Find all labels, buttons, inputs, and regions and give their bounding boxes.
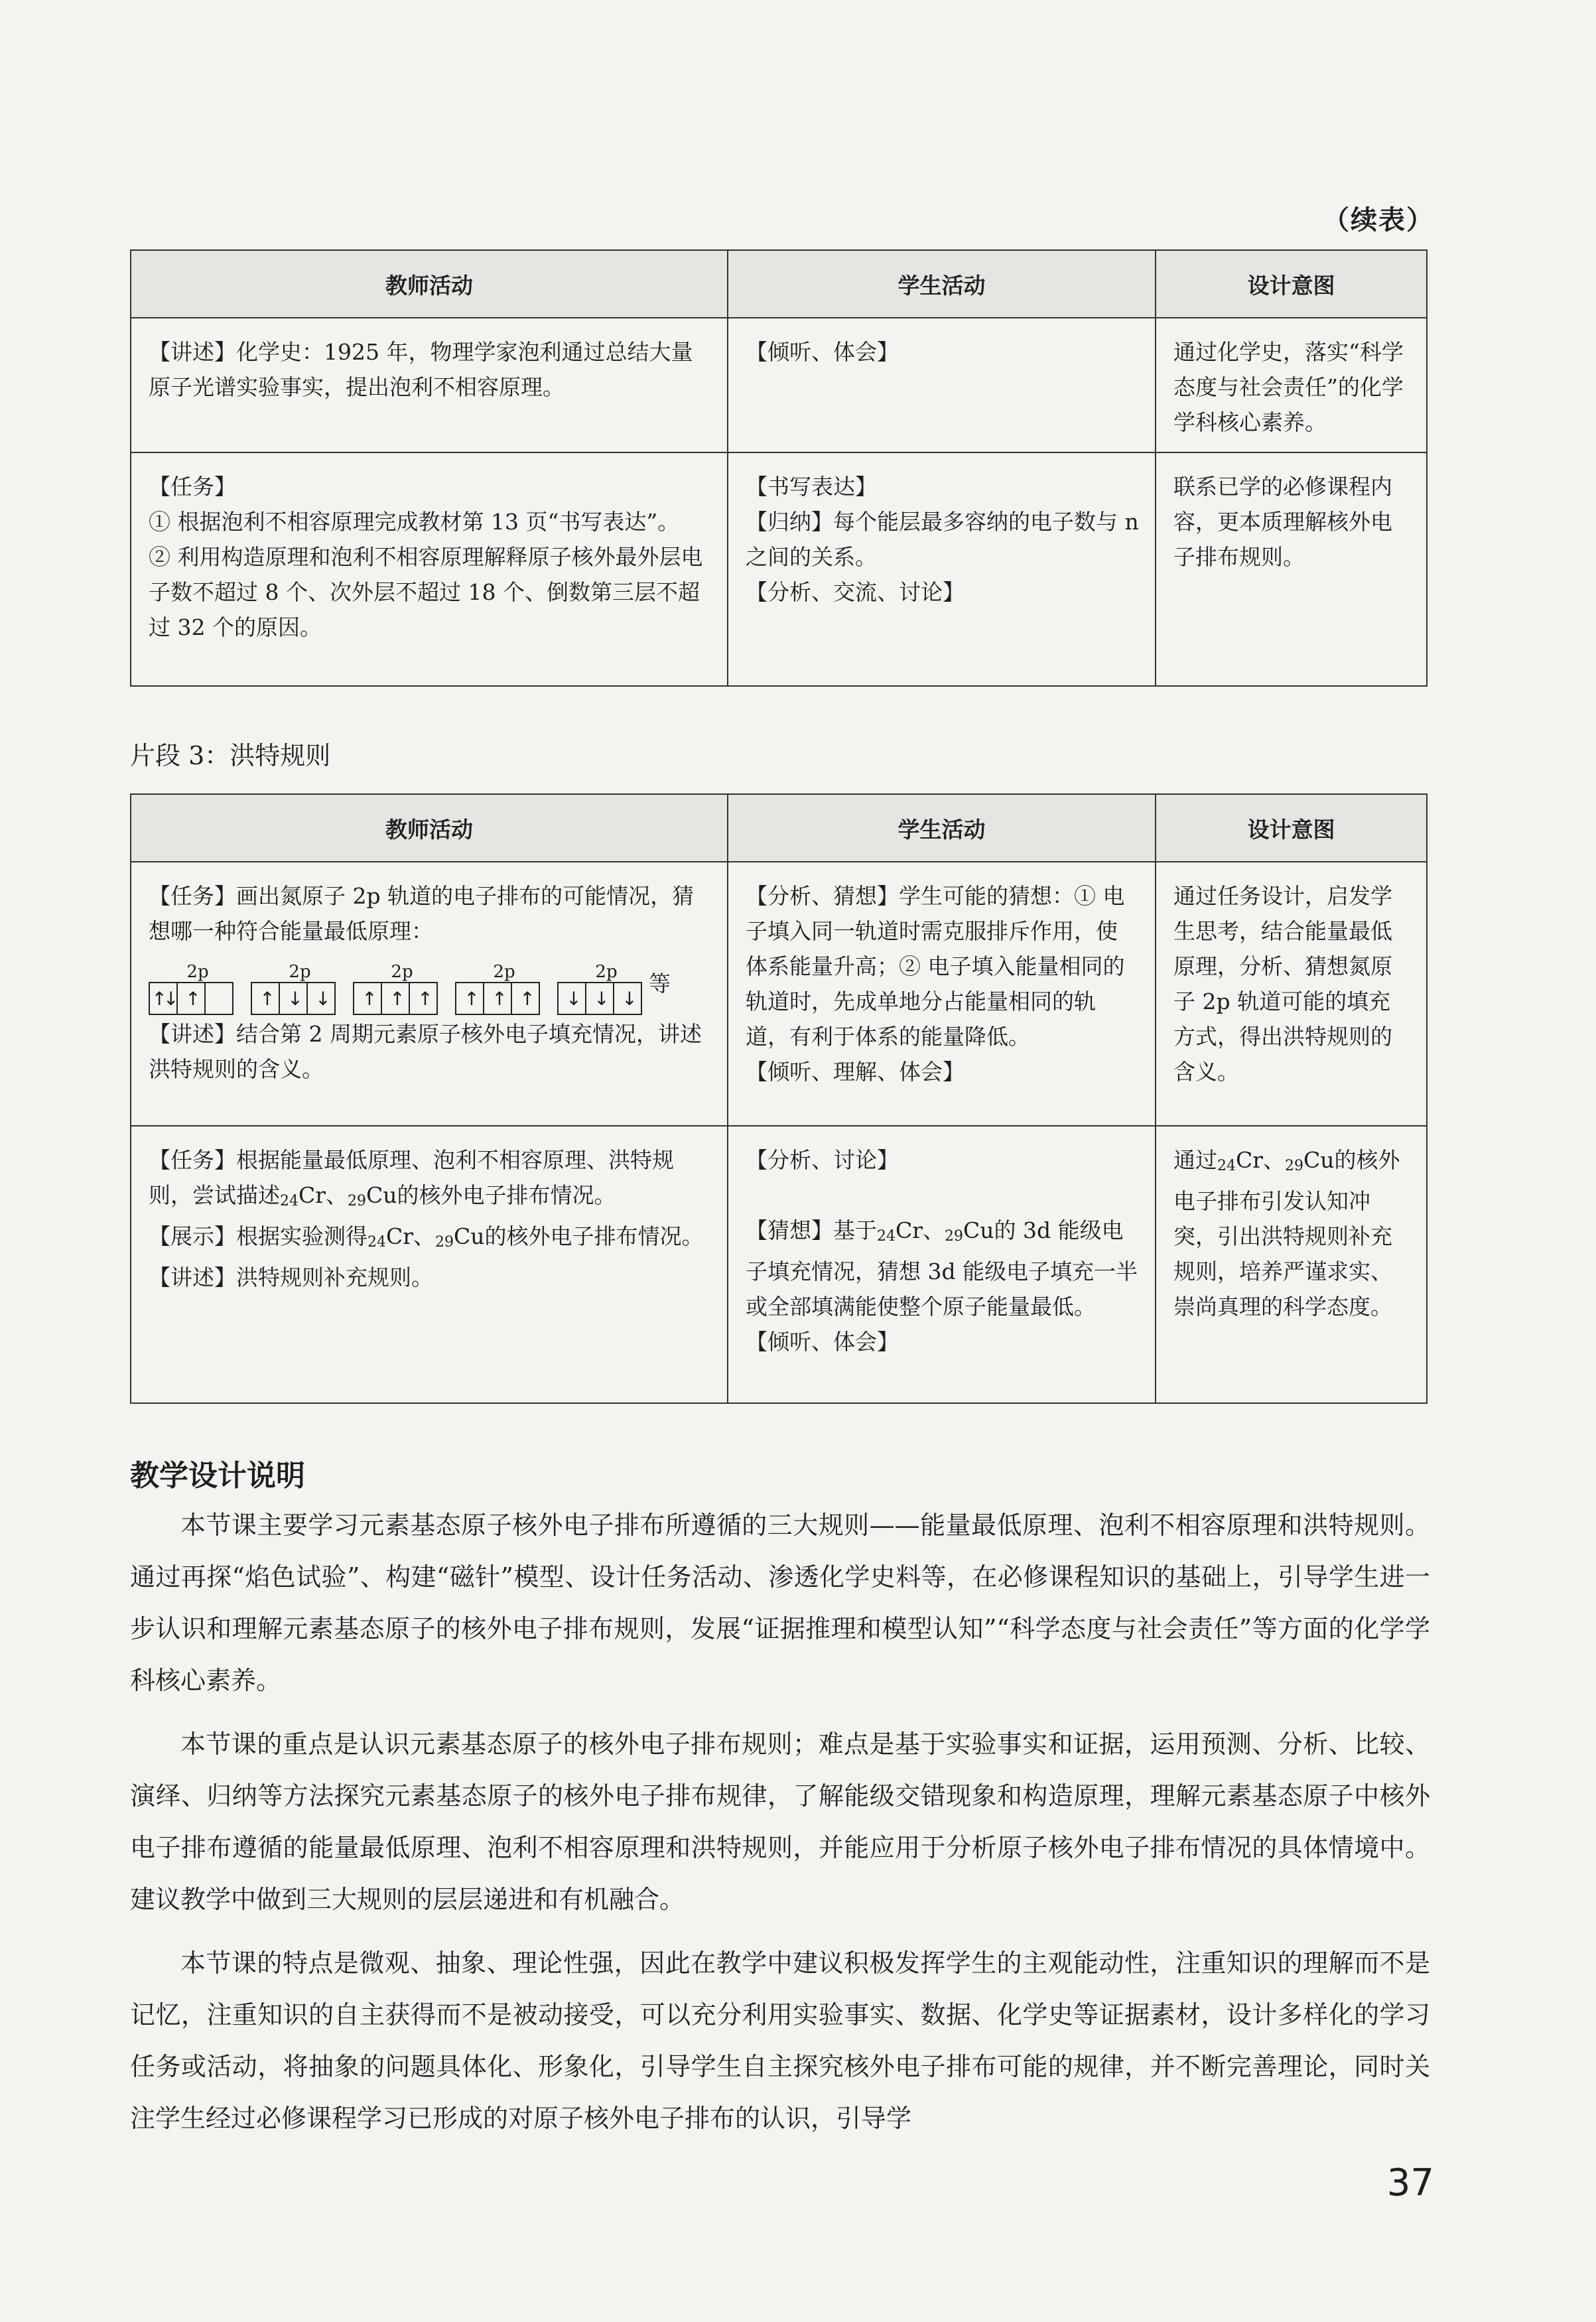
header-teacher: 教师活动 (131, 250, 728, 318)
teacher-cell: 【任务】根据能量最低原理、泡利不相容原理、洪特规则，尝试描述$_{24}$Cr、$_{29}$Cu的核外电子排布情况。 【展示】根据实验测得$_{24}$Cr、$_{29}$Cu的核外电子排布情况。 【讲述】洪特规则补充规则。 (131, 1126, 728, 1403)
paragraph: 本节课的特点是微观、抽象、理论性强，因此在教学中建议积极发挥学生的主观能动性，注重知识的理解而不是记忆，注重知识的自主获得而不是被动接受，可以充分利用实验事实、数据、化学史等证据素材，设计多样化的学习任务或活动，将抽象的问题具体化、形象化，引导学生自主探究核外电子排布可能的规律，并不断完善理论，同时关注学生经过必修课程学习已形成的对原子核外电子排布的认识，引导学 (130, 1948, 1430, 2133)
continued-label: （续表） (1323, 205, 1434, 236)
body-text (130, 1499, 1430, 2144)
orbital-diagram: 2p ↑↓ ↑ (149, 962, 233, 1015)
section-title: 教学设计说明 (130, 1459, 305, 1493)
header-student: 学生活动 (728, 794, 1156, 862)
page-number: 37 (1386, 2161, 1434, 2205)
intent-cell: 联系已学的必修课程内容，更本质理解核外电子排布规则。 (1156, 452, 1427, 686)
header-teacher: 教师活动 (131, 794, 728, 862)
orbital-diagram: 2p ↑ ↑ ↑ (353, 962, 438, 1015)
intent-cell: 通过任务设计，启发学生思考，结合能量最低原理，分析、猜想氮原子 2p 轨道可能的填充方式，得出洪特规则的含义。 (1156, 862, 1427, 1126)
teacher-cell: 【任务】画出氮原子 2p 轨道的电子排布的可能情况，猜想哪一种符合能量最低原理： 2p ↑↓ ↑ 2p ↑ ↓ ↓ 2p ↑ ↑ ↑ 2p ↑ ↑ ↑ 2p ↓ ↓ ↓ 等 【讲述】结合第 2 周期元素原子核外电子填充情况，讲述洪特规则的含义。 (131, 862, 728, 1126)
activity-table-2 (130, 793, 1428, 1404)
table-row (131, 318, 1427, 452)
header-intent: 设计意图 (1156, 250, 1427, 318)
segment-title: 片段 3：洪特规则 (130, 741, 331, 770)
header-student: 学生活动 (728, 250, 1156, 318)
teacher-cell: 【任务】 ① 根据泡利不相容原理完成教材第 13 页“书写表达”。 ② 利用构造原理和泡利不相容原理解释原子核外最外层电子数不超过 8 个、次外层不超过 18 个、倒数第三层不超过 32 个的原因。 (131, 452, 728, 686)
student-cell: 【书写表达】 【归纳】每个能层最多容纳的电子数与 n 之间的关系。 【分析、交流、讨论】 (728, 452, 1156, 686)
intent-cell: 通过$_{24}$Cr、$_{29}$Cu的核外电子排布引发认知冲突，引出洪特规则补充规则，培养严谨求实、崇尚真理的科学态度。 (1156, 1126, 1427, 1403)
orbital-diagram: 2p ↑ ↑ ↑ (455, 962, 540, 1015)
activity-table-1 (130, 249, 1428, 687)
orbital-diagram: 2p ↑ ↓ ↓ (251, 962, 336, 1015)
paragraph: 本节课的重点是认识元素基态原子的核外电子排布规则；难点是基于实验事实和证据，运用预测、分析、比较、演绎、归纳等方法探究元素基态原子的核外电子排布规律，了解能级交错现象和构造原理，理解元素基态原子中核外电子排布遵循的能量最低原理、泡利不相容原理和洪特规则，并能应用于分析原子核外电子排布情况的具体情境中。建议教学中做到三大规则的层层递进和有机融合。 (130, 1730, 1430, 1914)
teacher-cell: 【讲述】化学史：1925 年，物理学家泡利通过总结大量原子光谱实验事实，提出泡利不相容原理。 (131, 318, 728, 452)
intent-cell: 通过化学史，落实“科学态度与社会责任”的化学学科核心素养。 (1156, 318, 1427, 452)
paragraph: 本节课主要学习元素基态原子核外电子排布所遵循的三大规则——能量最低原理、泡利不相容原理和洪特规则。通过再探“焰色试验”、构建“磁针”模型、设计任务活动、渗透化学史料等，在必修课程知识的基础上，引导学生进一步认识和理解元素基态原子的核外电子排布规则，发展“证据推理和模型认知”“科学态度与社会责任”等方面的化学学科核心素养。 (130, 1511, 1430, 1695)
orbital-diagram: 2p ↓ ↓ ↓ (557, 962, 642, 1015)
student-cell: 【分析、讨论】 【猜想】基于$_{24}$Cr、$_{29}$Cu的 3d 能级电子填充情况，猜想 3d 能级电子填充一半或全部填满能使整个原子能量最低。 【倾听、体会】 (728, 1126, 1156, 1403)
student-cell: 【倾听、体会】 (728, 318, 1156, 452)
table-row (131, 862, 1427, 1126)
table-row (131, 452, 1427, 686)
table-row (131, 1126, 1427, 1403)
header-intent: 设计意图 (1156, 794, 1427, 862)
student-cell: 【分析、猜想】学生可能的猜想：① 电子填入同一轨道时需克服排斥作用，使体系能量升高；② 电子填入能量相同的轨道时，先成单地分占能量相同的轨道，有利于体系的能量降低。 【倾听、理解、体会】 (728, 862, 1156, 1126)
orbital-diagrams (149, 951, 711, 1015)
orbital-suffix: 等 (649, 970, 671, 996)
